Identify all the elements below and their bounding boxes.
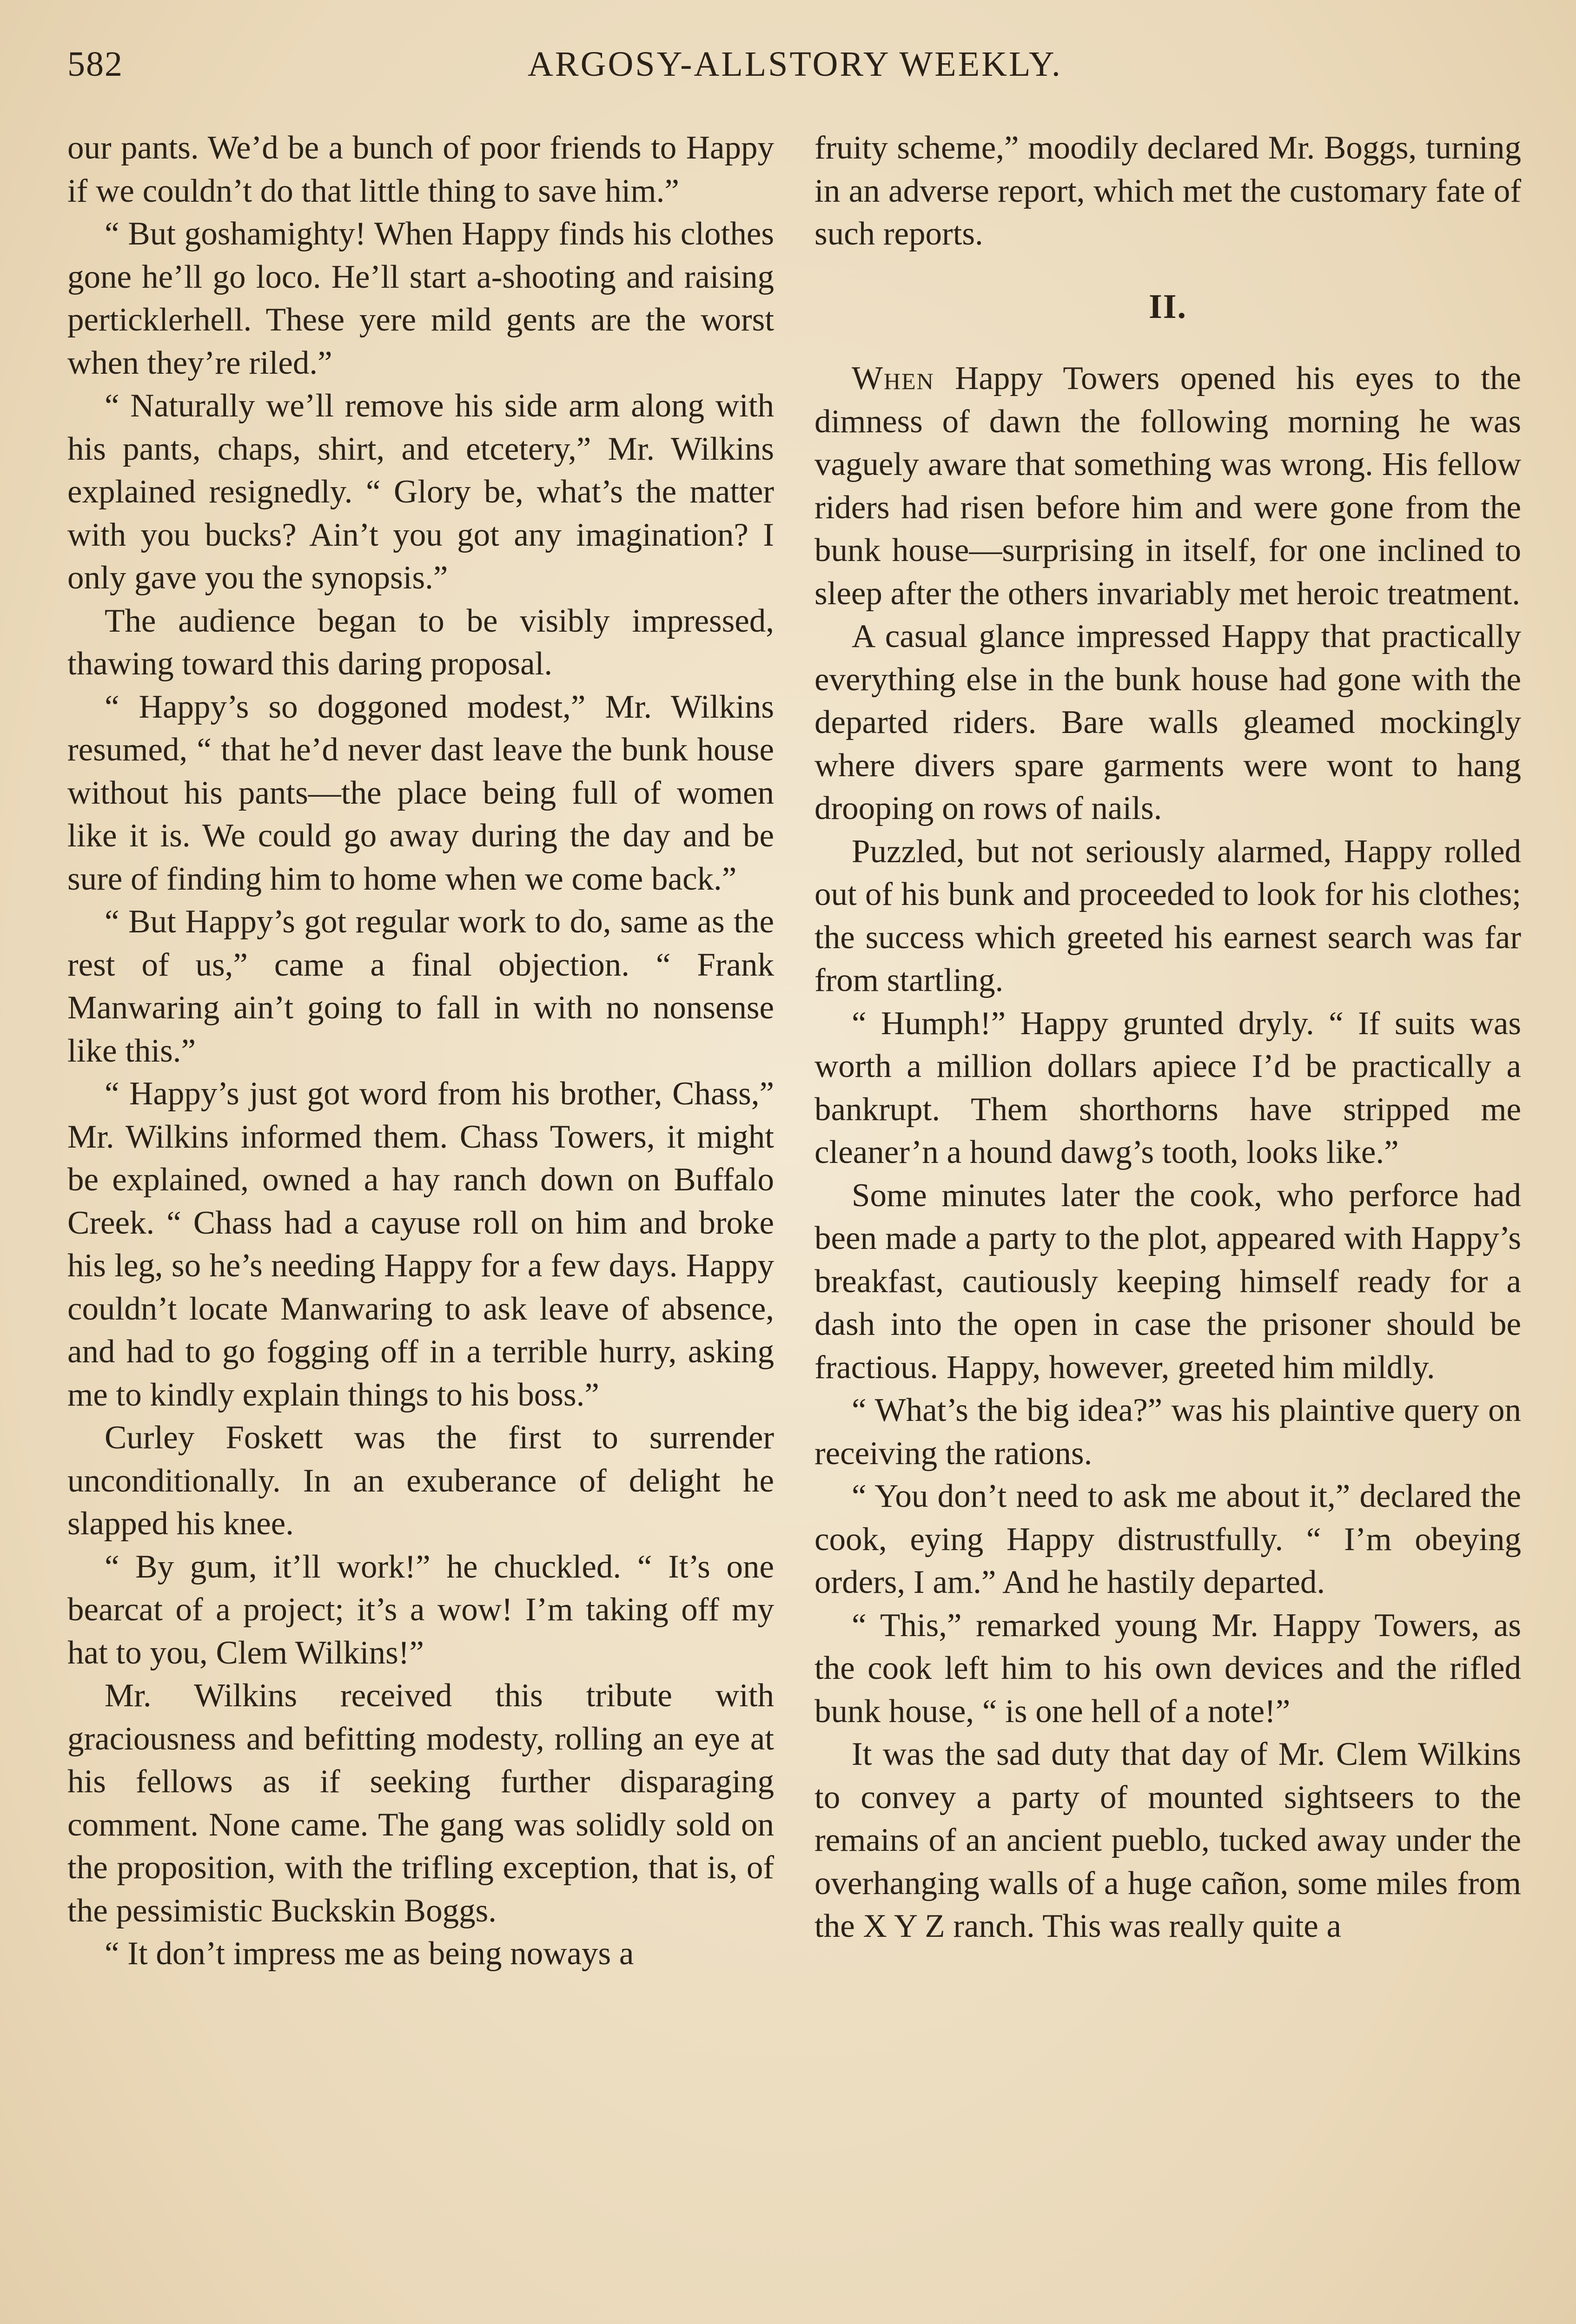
paragraph: A casual glance impressed Happy that practically everything else in the bunk house had gone with the departed riders. Bare walls gleamed mockingly where divers spare garments were wont to hang drooping on rows of nails.	[814, 618, 1521, 826]
page-number: 582	[67, 45, 123, 84]
paragraph: “ What’s the big idea?” was his plaintive query on receiving the rations.	[814, 1392, 1521, 1472]
paragraph: It was the sad duty that day of Mr. Clem Wilkins to convey a party of mounted sightseers to the remains of an ancient pueblo, tucked away under the overhanging walls of a huge cañon, some miles from the X Y Z ranch. This was really quite a	[814, 1736, 1521, 1944]
section-heading: II.	[1148, 287, 1187, 326]
paragraph: “ This,” remarked young Mr. Happy Towers, as the cook left him to his own devices and the rifled bunk house, “ is one hell of a note!”	[814, 1607, 1521, 1730]
paragraph: Puzzled, but not seriously alarmed, Happy rolled out of his bunk and proceeded to look for his clothes; the success which greeted his earnest search was far from startling.	[814, 833, 1521, 998]
paragraph: “ Naturally we’ll remove his side arm along with his pants, chaps, shirt, and etcetery,” Mr. Wilkins explained resignedly. “ Glory be, what’s the matter with you bucks? Ain’t you got any imagination? I only gave you the synopsis.”	[67, 388, 774, 596]
paragraph: fruity scheme,” moodily declared Mr. Boggs, turning in an adverse report, which met the customary fate of such reports.	[814, 130, 1521, 252]
paragraph: “ But goshamighty! When Happy finds his clothes gone he’ll go loco. He’ll start a-shooting and raising perticklerhell. These yere mild gents are the worst when they’re riled.”	[67, 216, 774, 381]
paragraph	[814, 357, 1521, 615]
right-column	[814, 126, 1521, 1948]
paragraph: “ Happy’s just got word from his brother, Chass,” Mr. Wilkins informed them. Chass Towers, it might be explained, owned a hay ranch down on Buffalo Creek. “ Chass had a cayuse roll on him and broke his leg, so he’s needing Happy for a few days. Happy couldn’t locate Manwaring to ask leave of absence, and had to go fogging off in a terrible hurry, asking me to kindly explain things to his boss.”	[67, 1076, 774, 1413]
paragraph: “ It don’t impress me as being noways a	[105, 1935, 634, 1972]
drop-word: When	[852, 360, 934, 396]
paragraph: “ Happy’s so doggoned modest,” Mr. Wilkins resumed, “ that he’d never dast leave the bunk house without his pants—the place being full of women like it is. We could go away during the day and be sure of finding him to home when we come back.”	[67, 688, 774, 897]
paragraph: “ By gum, it’ll work!” he chuckled. “ It’s one bearcat of a project; it’s a wow! I’m taking off my hat to you, Clem Wilkins!”	[67, 1548, 774, 1671]
running-head: ARGOSY-ALLSTORY WEEKLY.	[528, 45, 1062, 84]
paragraph: “ But Happy’s got regular work to do, same as the rest of us,” came a final objection. “ Frank Manwaring ain’t going to fall in with no nonsense like this.”	[67, 904, 774, 1069]
paragraph-text: Happy Towers opened his eyes to the dimness of dawn the following morning he was vaguely aware that something was wrong. His fellow riders had risen before him and were gone from the bunk house—surprising in itself, for one inclined to sleep after the others invariably met heroic treatment.	[814, 360, 1521, 612]
paragraph: our pants. We’d be a bunch of poor friends to Happy if we couldn’t do that little thing to save him.”	[67, 130, 774, 209]
paragraph: Curley Foskett was the first to surrender unconditionally. In an exuberance of delight he slapped his knee.	[67, 1419, 774, 1542]
paragraph: Mr. Wilkins received this tribute with graciousness and befitting modesty, rolling an eye at his fellows as if seeking further disparaging comment. None came. The gang was solidly sold on the proposition, with the trifling exception, that is, of the pessimistic Buckskin Boggs.	[67, 1677, 774, 1929]
paragraph: The audience began to be visibly impressed, thawing toward this daring proposal.	[67, 602, 774, 682]
paragraph: Some minutes later the cook, who perforce had been made a party to the plot, appeared with Happy’s breakfast, cautiously keeping himself ready for a dash into the open in case the prisoner should be fractious. Happy, however, greeted him mildly.	[814, 1177, 1521, 1386]
paragraph: “ You don’t need to ask me about it,” declared the cook, eying Happy distrustfully. “ I’m obeying orders, I am.” And he hastily departed.	[814, 1478, 1521, 1600]
paragraph: “ Humph!” Happy grunted dryly. “ If suits was worth a million dollars apiece I’d be practically a bankrupt. Them shorthorns have stripped me cleaner’n a hound dawg’s tooth, looks like.”	[814, 1005, 1521, 1170]
left-column	[67, 126, 774, 1975]
page-header	[67, 44, 1523, 95]
